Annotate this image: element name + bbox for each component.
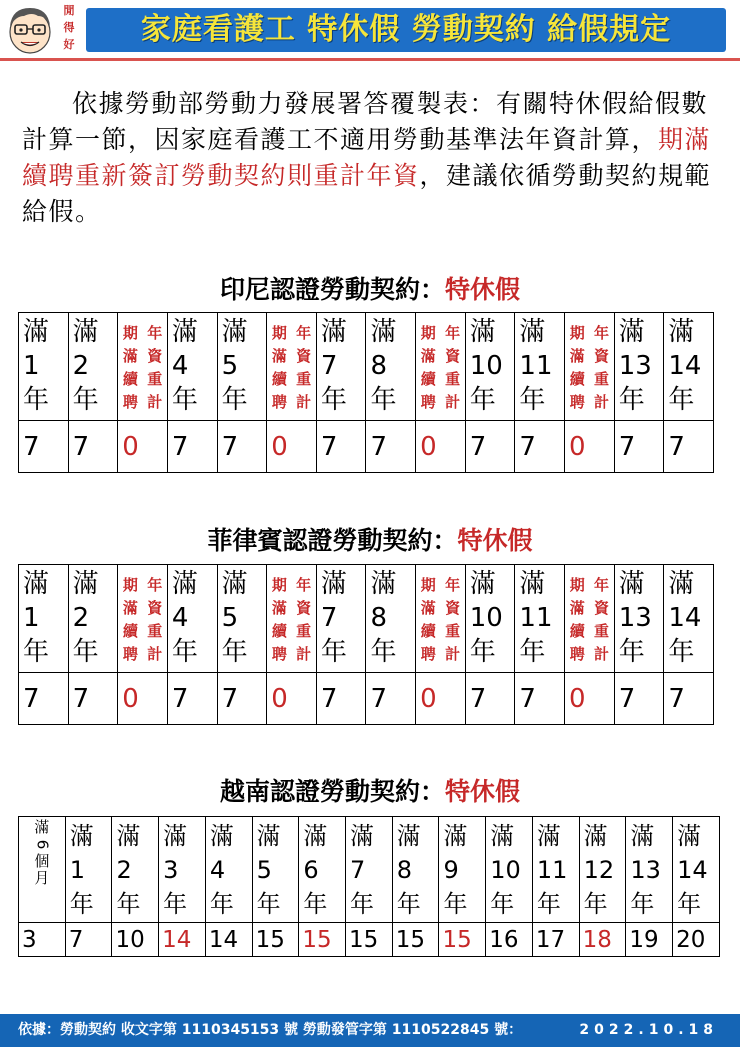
reset-header-cell: [565, 313, 615, 421]
year-header-cell: [366, 565, 416, 673]
reset-char: 年: [445, 323, 461, 342]
reset-char: 續: [569, 621, 585, 640]
year-header-cell: [68, 565, 118, 673]
header-part: 年: [668, 385, 695, 415]
reset-char: 滿: [271, 598, 287, 617]
header-part: 滿: [221, 317, 248, 347]
leave-days-cell: 7: [167, 421, 217, 473]
header-part: 7: [320, 603, 338, 633]
footer-date: 2022.10.18: [579, 1022, 718, 1038]
reset-char: 計: [445, 392, 461, 411]
reset-char: 資: [594, 598, 610, 617]
leave-days-cell: 18: [579, 923, 626, 957]
year-header-cell: [252, 817, 299, 923]
header-part: 2: [116, 856, 132, 884]
leave-days-cell: 7: [664, 673, 714, 725]
year-header-cell: [626, 817, 673, 923]
header-part: 13: [630, 856, 661, 884]
reset-header-cell: [267, 565, 317, 673]
header-part: 滿: [469, 569, 496, 599]
leave-days-cell: 7: [217, 673, 267, 725]
header-part: 13: [618, 603, 652, 633]
section-title-indonesia: [0, 270, 740, 306]
reset-char: 重: [296, 369, 312, 388]
leave-days-cell: 3: [19, 923, 66, 957]
reset-char: 計: [147, 392, 163, 411]
leave-days-cell: 7: [167, 673, 217, 725]
header-part: 7: [320, 351, 338, 381]
year-header-cell: [217, 313, 267, 421]
leave-table-indonesia: [18, 312, 714, 473]
leave-days-cell: 0: [118, 421, 168, 473]
leave-days-cell: 0: [267, 673, 317, 725]
header-part: 8: [396, 856, 413, 884]
year-header-cell: [346, 817, 393, 923]
section-title-suffix: 特休假: [457, 526, 533, 555]
intro-text-end: ，建議依循勞動契約規範給假。: [22, 161, 712, 226]
header-part: 年: [221, 637, 248, 667]
header-part: 2: [72, 603, 90, 633]
reset-char: 聘: [569, 392, 585, 411]
leave-days-cell: 15: [392, 923, 439, 957]
header-part: 年: [618, 637, 645, 667]
leave-days-cell: 0: [118, 673, 168, 725]
seal-char: 閒: [63, 4, 75, 17]
header-part: 年: [396, 890, 421, 918]
year-header-cell: [366, 313, 416, 421]
year-header-cell: [673, 817, 720, 923]
avatar-cartoon-icon: [2, 2, 58, 56]
reset-char: 資: [594, 346, 610, 365]
leave-days-cell: 0: [565, 421, 615, 473]
leave-days-cell: 19: [626, 923, 673, 957]
header-part: 滿: [209, 822, 234, 850]
header-part: 滿: [536, 822, 561, 850]
header-part: 滿: [469, 317, 496, 347]
reset-char: 計: [594, 392, 610, 411]
leave-days-cell: 10: [112, 923, 159, 957]
year-header-cell: [299, 817, 346, 923]
reset-char: 滿: [569, 346, 585, 365]
header-part: 12: [583, 856, 615, 884]
reset-char: 年: [147, 575, 163, 594]
header-part: 滿: [72, 569, 99, 599]
reset-header-cell: [416, 565, 466, 673]
reset-header-cell: [118, 565, 168, 673]
reset-char: 期: [271, 575, 287, 594]
header-part: 滿: [163, 822, 188, 850]
leave-days-cell: 7: [68, 673, 118, 725]
header-part: 滿: [221, 569, 248, 599]
header-part: 13: [618, 351, 652, 381]
year-header-cell: [19, 313, 69, 421]
year-header-cell: [167, 565, 217, 673]
leave-days-cell: 0: [565, 673, 615, 725]
header-part: 滿: [23, 569, 50, 599]
header-part: 年: [23, 637, 50, 667]
year-header-cell: [465, 313, 515, 421]
header-part: 滿: [116, 822, 141, 850]
leave-days-cell: 7: [664, 421, 714, 473]
leave-days-cell: 7: [65, 923, 112, 957]
header-part: 滿: [303, 822, 328, 850]
section-title-suffix: 特休假: [445, 777, 521, 806]
page-header: [0, 0, 740, 62]
reset-char: 重: [594, 621, 610, 640]
reset-char: 續: [420, 369, 436, 388]
reset-char: 資: [296, 346, 312, 365]
reset-char: 期: [569, 575, 585, 594]
header-part: 年: [370, 385, 397, 415]
header-part: 滿: [320, 317, 347, 347]
header-part: 滿: [490, 822, 515, 850]
leave-days-cell: 7: [19, 421, 69, 473]
header-part: 8: [370, 603, 388, 633]
year-header-cell: [465, 565, 515, 673]
header-part: 滿: [370, 569, 397, 599]
header-part: 14: [668, 603, 702, 633]
header-part: 年: [668, 637, 695, 667]
reset-char: 重: [445, 369, 461, 388]
header-part: 3: [163, 856, 179, 884]
header-part: 5: [221, 351, 239, 381]
reset-char: 滿: [569, 598, 585, 617]
header-part: 滿: [69, 822, 94, 850]
header-part: 11: [519, 351, 553, 381]
header-part: 滿: [677, 822, 702, 850]
header-part: 年: [256, 890, 281, 918]
header-part: 滿: [630, 822, 655, 850]
header-part: 滿: [583, 822, 608, 850]
header-part: 5: [221, 603, 239, 633]
header-part: 年: [72, 385, 99, 415]
header-part: 6: [303, 856, 319, 884]
reset-char: 資: [445, 346, 461, 365]
header-part: 2: [72, 351, 90, 381]
header-part: 滿: [23, 317, 50, 347]
reset-char: 計: [147, 644, 163, 663]
header-part: 4: [209, 856, 226, 884]
header-part: 9: [443, 856, 459, 884]
leave-days-cell: 15: [299, 923, 346, 957]
leave-days-cell: 15: [252, 923, 299, 957]
reset-char: 聘: [271, 392, 287, 411]
year-header-cell: [486, 817, 533, 923]
header-part: 滿: [256, 822, 281, 850]
leave-days-cell: 7: [366, 673, 416, 725]
reset-char: 年: [445, 575, 461, 594]
reset-char: 期: [271, 323, 287, 342]
reset-char: 期: [569, 323, 585, 342]
header-part: 年: [519, 385, 546, 415]
year-header-cell: [515, 313, 565, 421]
reset-char: 資: [147, 598, 163, 617]
leave-days-cell: 0: [267, 421, 317, 473]
leave-days-cell: 7: [515, 421, 565, 473]
year-header-cell: [112, 817, 159, 923]
reset-char: 聘: [122, 644, 138, 663]
header-part: 年: [23, 385, 50, 415]
header-part: 滿: [668, 317, 695, 347]
header-part: 年: [677, 890, 702, 918]
header-part: 年: [350, 890, 375, 918]
header-part: 年: [490, 890, 515, 918]
header-part: 4: [171, 351, 189, 381]
header-part: 滿: [396, 822, 421, 850]
leave-days-cell: 16: [486, 923, 533, 957]
header-char: 6: [33, 839, 52, 850]
header-part: 年: [171, 637, 198, 667]
section-title-prefix: 越南認證勞動契約：: [219, 777, 445, 806]
year-header-cell: [664, 565, 714, 673]
intro-text: 依據勞動部勞動力發展署答覆製表：有關特休假給假數計算一節，因家庭看護工不適用勞動基準法年資計算，: [22, 89, 709, 154]
header-part: 14: [677, 856, 708, 884]
reset-char: 續: [569, 369, 585, 388]
reset-char: 資: [147, 346, 163, 365]
reset-char: 聘: [271, 644, 287, 663]
leave-days-cell: 7: [515, 673, 565, 725]
header-part: 4: [171, 603, 189, 633]
reset-char: 重: [594, 369, 610, 388]
year-header-cell: [664, 313, 714, 421]
intro-highlight: 期滿續聘重新簽訂勞動契約則重計年資: [22, 125, 712, 190]
header-part: 年: [469, 385, 496, 415]
header-part: 年: [69, 890, 94, 918]
header-part: 年: [583, 890, 608, 918]
reset-char: 重: [445, 621, 461, 640]
section-title-prefix: 菲律賓認證勞動契約：: [207, 526, 458, 555]
reset-header-cell: [416, 313, 466, 421]
header-part: 滿: [668, 569, 695, 599]
year-header-cell: [205, 817, 252, 923]
header-part: 年: [320, 637, 347, 667]
reset-char: 資: [296, 598, 312, 617]
reset-header-cell: [267, 313, 317, 421]
seal-stamp: [58, 2, 80, 56]
reset-char: 期: [122, 323, 138, 342]
header-divider: [0, 58, 740, 61]
leave-days-cell: 7: [465, 421, 515, 473]
year-header-cell: [392, 817, 439, 923]
leave-days-cell: 17: [532, 923, 579, 957]
reset-char: 重: [147, 369, 163, 388]
leave-days-cell: 15: [439, 923, 486, 957]
year-header-cell: [614, 565, 664, 673]
reset-char: 滿: [122, 598, 138, 617]
leave-days-cell: 7: [68, 421, 118, 473]
header-part: 滿: [171, 317, 198, 347]
reset-char: 期: [420, 575, 436, 594]
header-part: 5: [256, 856, 272, 884]
header-part: 滿: [350, 822, 375, 850]
year-header-cell: [316, 313, 366, 421]
reset-char: 聘: [122, 392, 138, 411]
year-header-cell: [167, 313, 217, 421]
header-part: 年: [303, 890, 328, 918]
header-part: 10: [490, 856, 521, 884]
reset-char: 計: [296, 644, 312, 663]
reset-char: 滿: [420, 598, 436, 617]
header-part: 滿: [519, 317, 546, 347]
header-part: 年: [72, 637, 99, 667]
leave-days-cell: 20: [673, 923, 720, 957]
leave-days-cell: 0: [416, 673, 466, 725]
leave-days-cell: 7: [614, 421, 664, 473]
reset-char: 聘: [420, 644, 436, 663]
reset-char: 續: [271, 621, 287, 640]
header-part: 滿: [443, 822, 468, 850]
year-header-cell: [532, 817, 579, 923]
reset-char: 滿: [271, 346, 287, 365]
header-part: 1: [69, 856, 85, 884]
header-part: 滿: [519, 569, 546, 599]
header-part: 滿: [618, 317, 645, 347]
header-part: 年: [116, 890, 141, 918]
reset-char: 資: [445, 598, 461, 617]
seal-char: 好: [63, 38, 75, 51]
header-part: 滿: [171, 569, 198, 599]
year-header-cell: [65, 817, 112, 923]
header-part: 年: [536, 890, 561, 918]
reset-char: 聘: [420, 392, 436, 411]
leave-table-vietnam: [18, 816, 720, 957]
first-period-header-cell: [19, 817, 66, 923]
header-part: 年: [618, 385, 645, 415]
header-part: 年: [443, 890, 468, 918]
reset-char: 滿: [420, 346, 436, 365]
header-part: 8: [370, 351, 388, 381]
header-part: 11: [519, 603, 553, 633]
year-header-cell: [217, 565, 267, 673]
reset-char: 滿: [122, 346, 138, 365]
reset-char: 續: [122, 369, 138, 388]
reset-char: 期: [122, 575, 138, 594]
header-part: 1: [23, 603, 40, 633]
reset-char: 年: [147, 323, 163, 342]
leave-days-cell: 7: [316, 673, 366, 725]
leave-days-cell: 7: [614, 673, 664, 725]
header-part: 滿: [370, 317, 397, 347]
year-header-cell: [68, 313, 118, 421]
reset-char: 年: [594, 575, 610, 594]
reset-char: 重: [296, 621, 312, 640]
reset-char: 續: [420, 621, 436, 640]
seal-char: 得: [63, 21, 75, 34]
leave-table-philippines: [18, 564, 714, 725]
leave-days-cell: 15: [346, 923, 393, 957]
reset-char: 續: [122, 621, 138, 640]
reset-char: 續: [271, 369, 287, 388]
reset-char: 年: [296, 575, 312, 594]
header-part: 滿: [618, 569, 645, 599]
reset-char: 年: [594, 323, 610, 342]
leave-days-cell: 0: [416, 421, 466, 473]
header-char: 個: [34, 852, 50, 870]
year-header-cell: [614, 313, 664, 421]
header-part: 滿: [320, 569, 347, 599]
header-part: 10: [469, 603, 503, 633]
reset-char: 聘: [569, 644, 585, 663]
leave-days-cell: 14: [205, 923, 252, 957]
header-part: 11: [536, 856, 568, 884]
year-header-cell: [316, 565, 366, 673]
reset-char: 計: [445, 644, 461, 663]
section-title-suffix: 特休假: [445, 275, 521, 304]
reset-header-cell: [565, 565, 615, 673]
leave-days-cell: 7: [465, 673, 515, 725]
header-part: 滿: [72, 317, 99, 347]
header-part: 年: [209, 890, 234, 918]
reset-char: 計: [296, 392, 312, 411]
footer-reference: 依據：勞動契約 收文字第 1110345153 號 勞動發管字第 1110522845 號：: [18, 1022, 523, 1038]
leave-days-cell: 7: [217, 421, 267, 473]
year-header-cell: [439, 817, 486, 923]
header-part: 14: [668, 351, 702, 381]
header-char: 月: [34, 869, 50, 887]
header-part: 7: [350, 856, 366, 884]
leave-days-cell: 7: [19, 673, 69, 725]
header-part: 10: [469, 351, 503, 381]
reset-header-cell: [118, 313, 168, 421]
leave-days-cell: 7: [366, 421, 416, 473]
section-title-vietnam: [0, 772, 740, 808]
section-title-philippines: [0, 521, 740, 557]
header-part: 年: [320, 385, 347, 415]
reset-char: 計: [594, 644, 610, 663]
reset-char: 重: [147, 621, 163, 640]
page-title: 家庭看護工 特休假 勞動契約 給假規定: [140, 12, 672, 47]
year-header-cell: [579, 817, 626, 923]
page-footer: [0, 1014, 740, 1047]
header-part: 年: [370, 637, 397, 667]
reset-char: 期: [420, 323, 436, 342]
header-part: 年: [163, 890, 188, 918]
intro-paragraph: [22, 86, 712, 230]
header-part: 年: [630, 890, 655, 918]
year-header-cell: [159, 817, 206, 923]
reset-char: 年: [296, 323, 312, 342]
header-part: 年: [221, 385, 248, 415]
header-part: 1: [23, 351, 40, 381]
section-title-prefix: 印尼認證勞動契約：: [219, 275, 445, 304]
year-header-cell: [515, 565, 565, 673]
leave-days-cell: 14: [159, 923, 206, 957]
header-part: 年: [469, 637, 496, 667]
header-part: 年: [519, 637, 546, 667]
year-header-cell: [19, 565, 69, 673]
leave-days-cell: 7: [316, 421, 366, 473]
header-char: 滿: [34, 818, 50, 836]
header-part: 年: [171, 385, 198, 415]
